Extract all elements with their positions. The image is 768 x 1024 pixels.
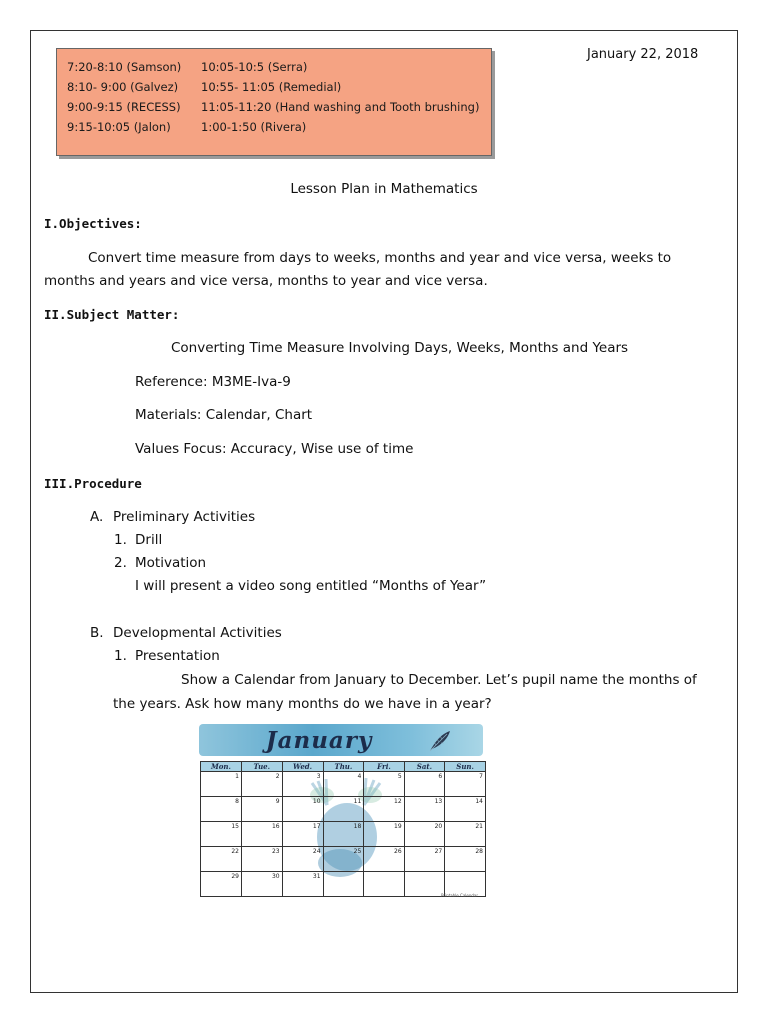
calendar-day-cell <box>404 872 445 897</box>
calendar-day-cell <box>323 872 364 897</box>
calendar-day-cell: 24 <box>282 847 323 872</box>
motivation-text: I will present a video song entitled “Months of Year” <box>135 578 487 594</box>
schedule-entry: 10:05-10:5 (Serra) <box>201 60 308 74</box>
calendar-day-cell: 1 <box>201 772 242 797</box>
calendar-day-cell: 28 <box>445 847 486 872</box>
calendar-day-cell: 26 <box>364 847 404 872</box>
calendar-week-row <box>201 847 486 872</box>
calendar-day-cell: 30 <box>241 872 282 897</box>
subject-topic: Converting Time Measure Involving Days, Weeks, Months and Years <box>171 340 629 356</box>
schedule-entry: 1:00-1:50 (Rivera) <box>201 120 307 134</box>
calendar-day-cell: 14 <box>445 797 486 822</box>
objectives-heading: I.Objectives: <box>44 216 142 231</box>
subject-reference: Reference: M3ME-Iva-9 <box>135 374 291 390</box>
calendar-day-cell: 12 <box>364 797 404 822</box>
calendar-day-cell: 13 <box>404 797 445 822</box>
calendar-week-row <box>201 772 486 797</box>
calendar-day-cell: 11 <box>323 797 364 822</box>
subject-materials: Materials: Calendar, Chart <box>135 407 313 423</box>
calendar-day-cell <box>364 872 404 897</box>
calendar-week-row <box>201 822 486 847</box>
calendar-day-cell: 2 <box>241 772 282 797</box>
january-calendar-image <box>197 722 488 898</box>
schedule-entry: 8:10- 9:00 (Galvez) <box>67 80 179 94</box>
calendar-weekday-header: Fri. <box>364 762 404 772</box>
preliminary-activities-label: Preliminary Activities <box>113 509 256 525</box>
class-schedule-box <box>56 48 492 156</box>
feather-icon <box>427 728 453 754</box>
calendar-day-cell: 27 <box>404 847 445 872</box>
calendar-weekday-header: Wed. <box>282 762 323 772</box>
calendar-day-cell: 21 <box>445 822 486 847</box>
calendar-day-cell: 18 <box>323 822 364 847</box>
list-marker: 1. <box>114 648 127 664</box>
calendar-day-cell: 19 <box>364 822 404 847</box>
calendar-weekday-header: Sun. <box>445 762 486 772</box>
schedule-left-column <box>67 57 181 137</box>
calendar-day-cell: 31 <box>282 872 323 897</box>
calendar-grid <box>200 761 486 891</box>
presentation-text-line-2: the years. Ask how many months do we have in a year? <box>113 696 492 712</box>
schedule-right-column <box>201 57 479 137</box>
motivation-label: Motivation <box>135 555 207 571</box>
list-marker: A. <box>90 509 104 525</box>
calendar-weekday-header: Thu. <box>323 762 364 772</box>
procedure-heading: III.Procedure <box>44 476 142 491</box>
schedule-entry: 10:55- 11:05 (Remedial) <box>201 80 342 94</box>
schedule-entry: 9:00-9:15 (RECESS) <box>67 100 181 114</box>
calendar-weekday-header: Sat. <box>404 762 445 772</box>
calendar-day-cell: 10 <box>282 797 323 822</box>
calendar-banner <box>199 724 483 756</box>
calendar-day-cell: 17 <box>282 822 323 847</box>
calendar-day-cell: 22 <box>201 847 242 872</box>
calendar-table <box>200 761 486 897</box>
calendar-day-cell: 9 <box>241 797 282 822</box>
calendar-day-cell: 20 <box>404 822 445 847</box>
list-marker: 1. <box>114 532 127 548</box>
calendar-day-cell: 6 <box>404 772 445 797</box>
calendar-day-cell: 16 <box>241 822 282 847</box>
presentation-text-line-1: Show a Calendar from January to December. Let’s pupil name the months of <box>181 672 697 688</box>
calendar-week-row <box>201 797 486 822</box>
calendar-day-cell: 23 <box>241 847 282 872</box>
calendar-day-cell: 4 <box>323 772 364 797</box>
schedule-entry: 11:05-11:20 (Hand washing and Tooth brushing) <box>201 100 480 114</box>
calendar-weekday-header: Mon. <box>201 762 242 772</box>
calendar-footer-credit: Printable Calendar <box>441 893 479 898</box>
objectives-text: Convert time measure from days to weeks, months and year and vice versa, weeks to months and years and vice versa, months to year and vice versa. <box>44 250 672 289</box>
calendar-day-cell: 7 <box>445 772 486 797</box>
calendar-weekday-header: Tue. <box>241 762 282 772</box>
list-marker: B. <box>90 625 104 641</box>
calendar-weekday-row <box>201 762 486 772</box>
schedule-entry: 9:15-10:05 (Jalon) <box>67 120 171 134</box>
calendar-month-title: January <box>265 727 373 754</box>
document-title: Lesson Plan in Mathematics <box>290 181 478 197</box>
document-date: January 22, 2018 <box>587 47 699 62</box>
calendar-day-cell: 29 <box>201 872 242 897</box>
calendar-day-cell: 15 <box>201 822 242 847</box>
subject-matter-heading: II.Subject Matter: <box>44 307 180 322</box>
developmental-activities-label: Developmental Activities <box>113 625 282 641</box>
list-marker: 2. <box>114 555 127 571</box>
calendar-day-cell: 8 <box>201 797 242 822</box>
schedule-entry: 7:20-8:10 (Samson) <box>67 60 182 74</box>
subject-values-focus: Values Focus: Accuracy, Wise use of time <box>135 441 414 457</box>
calendar-day-cell: 25 <box>323 847 364 872</box>
calendar-day-cell: 5 <box>364 772 404 797</box>
calendar-day-cell: 3 <box>282 772 323 797</box>
presentation-label: Presentation <box>135 648 220 664</box>
drill-label: Drill <box>135 532 163 548</box>
